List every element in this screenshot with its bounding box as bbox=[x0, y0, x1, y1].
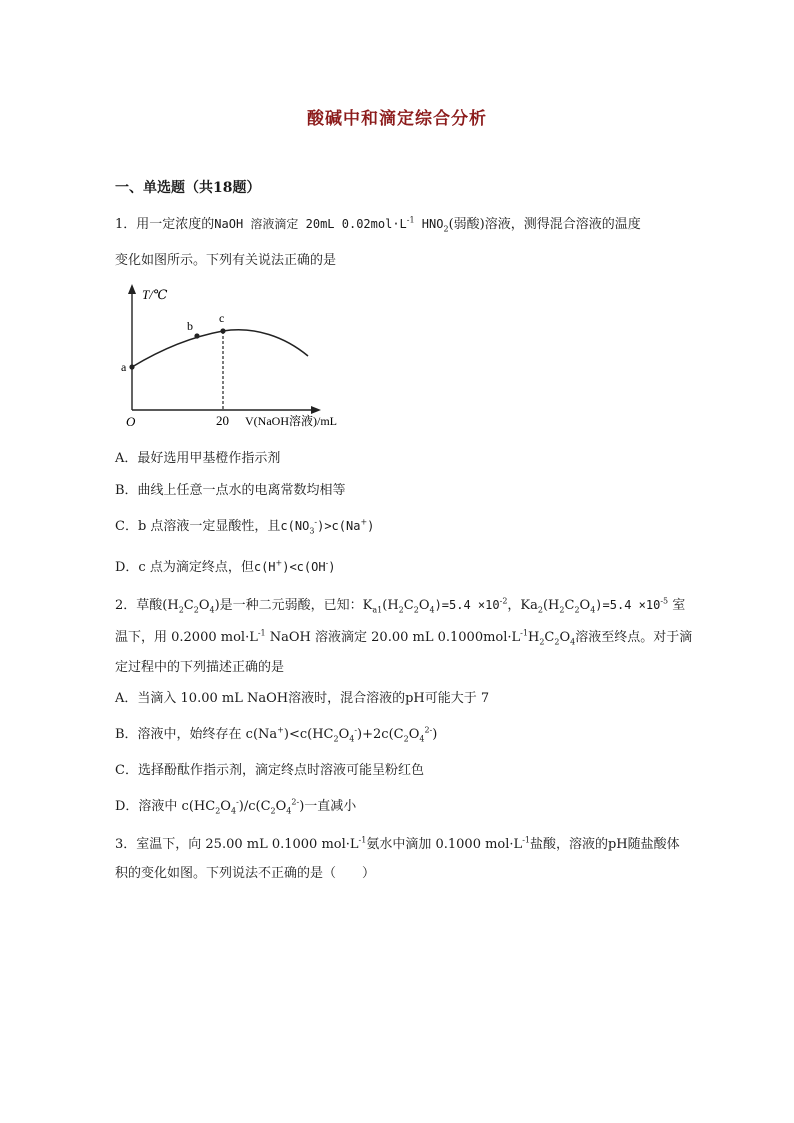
q2-stem-line1: 2．草酸$(H_2C_2O_4)$是一种二元弱酸，已知：$K_{a1}(H_2C_2O_4)=5.4 \times 10^{-2}$，$Ka_2(H_2C_2O_4)=5.4 \times 10^{-5}$ 室 bbox=[115, 596, 686, 615]
temperature-curve bbox=[132, 330, 308, 367]
q2-option-a: A．当滴入 10.00 mL NaOH溶液时，混合溶液的pH可能大于 7 bbox=[115, 691, 490, 706]
point-c bbox=[220, 328, 225, 333]
q1-stem-line2: 变化如图所示。下列有关说法正确的是 bbox=[115, 253, 337, 268]
q1-option-a: A．最好选用甲基橙作指示剂 bbox=[115, 451, 281, 466]
q2-stem-line3: 定过程中的下列描述正确的是 bbox=[115, 660, 285, 675]
label-a: a bbox=[121, 360, 127, 374]
label-c: c bbox=[219, 311, 225, 325]
x-tick-20: 20 bbox=[216, 413, 229, 428]
q2-option-c: C．选择酚酞作指示剂，滴定终点时溶液可能呈粉红色 bbox=[115, 763, 424, 778]
q1-option-d: D．c 点为滴定终点，但c(H+)<c(OH-) bbox=[115, 558, 336, 575]
y-axis-label: T/℃ bbox=[142, 287, 168, 302]
q2-option-b: B．溶液中，始终存在 $c(Na^+)<c(HC_2O_4^-)+2c(C_2O_4^{2-})$ bbox=[115, 725, 438, 744]
q1-stem-line1: 1．用一定浓度的NaOH 溶液滴定 20mL $0.02mol\cdot L^{-1}$ $HNO_2$(弱酸)溶液，测得混合溶液的温度 bbox=[115, 215, 641, 234]
point-b bbox=[194, 333, 199, 338]
document-title: 酸碱中和滴定综合分析 bbox=[307, 109, 487, 129]
q3-stem-line2: 积的变化如图。下列说法不正确的是（ ） bbox=[115, 866, 376, 881]
q1-temperature-curve-figure bbox=[115, 282, 365, 432]
section-heading: 一、单选题（共18题） bbox=[115, 180, 261, 196]
q2-stem-line2: 温下，用 0.2000 $mol\cdot L^{-1}$ NaOH 溶液滴定 20.00 mL $0.1000mol\cdot L^{-1}H_2C_2O_4$溶液至终点。对于滴 bbox=[115, 628, 693, 647]
point-a bbox=[129, 364, 134, 369]
q1-option-b: B．曲线上任意一点水的电离常数均相等 bbox=[115, 483, 346, 498]
q2-option-d: D．溶液中 $c(HC_2O_4^-)/c(C_2O_4^{2-})$一直减小 bbox=[115, 797, 357, 816]
origin-label: O bbox=[126, 414, 136, 429]
label-b: b bbox=[187, 319, 193, 333]
q3-stem-line1: 3．室温下，向 25.00 mL 0.1000 $mol\cdot L^{-1}$氨水中滴加 0.1000 $mol\cdot L^{-1}$盐酸，溶液的pH随盐酸体 bbox=[115, 835, 680, 852]
x-axis-label: V(NaOH溶液)/mL bbox=[245, 414, 337, 428]
q1-option-c: C．b 点溶液一定显酸性，且$c(NO_3^-)>c(Na^+)$ bbox=[115, 517, 375, 536]
